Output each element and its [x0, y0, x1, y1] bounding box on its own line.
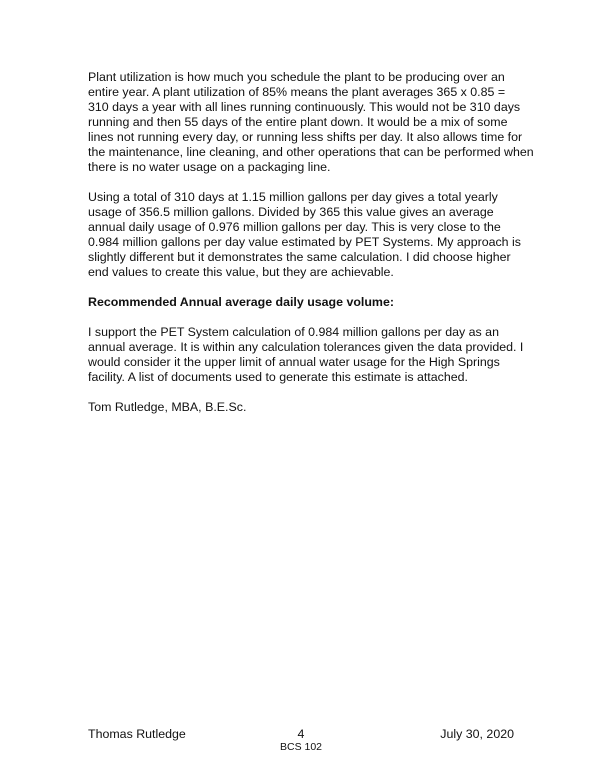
text-line: would consider it the upper limit of annual water usage for the High Springs — [88, 355, 500, 369]
text-line: annual average. It is within any calculation tolerances given the data provided. I — [88, 340, 524, 354]
footer-date: July 30, 2020 — [440, 727, 514, 741]
text-line: I support the PET System calculation of 0.984 million gallons per day as an — [88, 325, 499, 339]
recommendation-paragraph — [88, 325, 524, 385]
text-line: the maintenance, line cleaning, and other operations that can be performed when — [88, 145, 534, 159]
text-line: facility. A list of documents used to generate this estimate is attached. — [88, 370, 468, 384]
utilization-paragraph — [88, 70, 534, 175]
text-line: slightly different but it demonstrates the same calculation. I did choose higher — [88, 250, 511, 264]
calculation-paragraph — [88, 190, 521, 280]
text-line: end values to create this value, but they are achievable. — [88, 265, 394, 279]
text-line: usage of 356.5 million gallons. Divided by 365 this value gives an average — [88, 205, 494, 219]
document-body — [88, 70, 534, 415]
footer-author: Thomas Rutledge — [88, 727, 186, 741]
text-line: 0.984 million gallons per day value estimated by PET Systems. My approach is — [88, 235, 521, 249]
section-heading: Recommended Annual average daily usage volume: — [88, 295, 394, 309]
text-line: running and then 55 days of the entire plant down. It would be a mix of some — [88, 115, 508, 129]
text-line: there is no water usage on a packaging line. — [88, 160, 331, 174]
text-line: 310 days a year with all lines running continuously. This would not be 310 days — [88, 100, 521, 114]
page-footer — [88, 727, 514, 757]
text-line: entire year. A plant utilization of 85% means the plant averages 365 x 0.85 = — [88, 85, 506, 99]
text-line: lines not running every day, or running less shifts per day. It also allows time for — [88, 130, 523, 144]
text-line: annual daily usage of 0.976 million gallons per day. This is very close to the — [88, 220, 501, 234]
footer-page-number: 4 — [297, 727, 305, 741]
text-line: Using a total of 310 days at 1.15 million gallons per day gives a total yearly — [88, 190, 498, 204]
text-line: Plant utilization is how much you schedule the plant to be producing over an — [88, 70, 505, 84]
signature-line: Tom Rutledge, MBA, B.E.Sc. — [88, 400, 247, 414]
footer-bates-number: BCS 102 — [279, 741, 323, 753]
